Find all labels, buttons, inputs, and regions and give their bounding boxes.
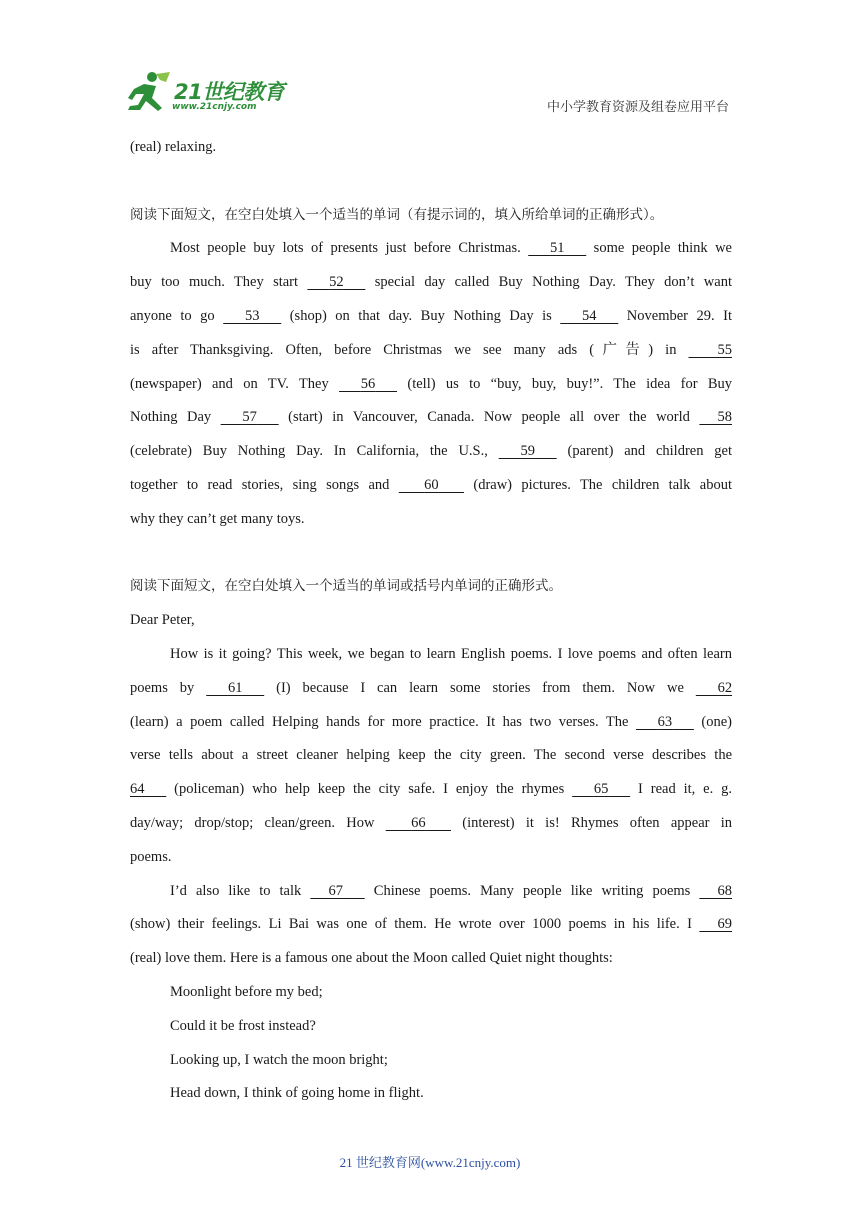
text-span: (one) — [701, 713, 732, 730]
spacer — [130, 165, 732, 199]
text-span: poems by — [130, 679, 195, 696]
passage-line — [130, 875, 732, 909]
passage-line: poems. — [130, 848, 172, 865]
logo-title: 21世纪教育 — [174, 80, 285, 104]
blank-56[interactable] — [339, 368, 397, 402]
blank-number: 65 — [593, 781, 609, 798]
text-span: I’d also like to talk — [170, 882, 302, 899]
text-span: special day called Buy Nothing Day. They don’t want — [374, 274, 732, 291]
poem-line: Looking up, I watch the moon bright; — [170, 1051, 388, 1068]
text-span: Most people buy lots of presents just before Christmas. — [170, 240, 521, 257]
text-span: (draw) pictures. The children talk about — [473, 476, 732, 493]
blank-58[interactable] — [699, 401, 732, 435]
text-span: is after Thanksgiving. Often, before Christmas we see many ads (广告) in — [130, 341, 677, 358]
blank-number: 51 — [549, 240, 565, 257]
text-span: I read it, e. g. — [638, 781, 732, 798]
text-span: (interest) it is! Rhymes often appear in — [462, 814, 733, 831]
header-platform-text: 中小学教育资源及组卷应用平台 — [546, 100, 729, 115]
passage-line: verse tells about a street cleaner helping keep the city green. The second verse describes the — [130, 747, 732, 764]
blank-number: 53 — [244, 307, 260, 324]
blank-68[interactable] — [699, 875, 732, 909]
passage-line: How is it going? This week, we began to learn English poems. I love poems and often learn — [170, 645, 732, 662]
blank-54[interactable] — [560, 300, 618, 334]
text-span: (start) in Vancouver, Canada. Now people all over the world — [288, 409, 690, 426]
blank-number: 62 — [717, 679, 733, 696]
poem-line: Head down, I think of going home in flight. — [170, 1085, 424, 1102]
passage-line: why they can’t get many toys. — [130, 510, 305, 527]
text-span: (policeman) who help keep the city safe. I enjoy the rhymes — [174, 781, 565, 798]
blank-number: 52 — [329, 274, 344, 291]
site-logo[interactable] — [122, 70, 292, 116]
blank-number: 58 — [717, 409, 733, 426]
passage-line — [130, 401, 732, 435]
spacer — [130, 537, 732, 571]
text-span: Nothing Day — [130, 409, 212, 426]
blank-52[interactable] — [307, 266, 365, 300]
text-span: buy too much. They start — [130, 274, 299, 291]
text-span: (parent) and children get — [567, 443, 733, 460]
passage-line — [130, 469, 732, 503]
passage-line — [130, 368, 732, 402]
blank-number: 67 — [328, 882, 343, 899]
text-span: (celebrate) Buy Nothing Day. In California, the U.S., — [130, 443, 488, 460]
passage-line — [130, 435, 732, 469]
poem-line: Moonlight before my bed; — [170, 983, 323, 1000]
text-span: together to read stories, sing songs and — [130, 476, 390, 493]
page-header — [0, 0, 860, 130]
text-span: (learn) a poem called Helping hands for more practice. It has two verses. The — [130, 713, 629, 730]
text-span: day/way; drop/stop; clean/green. How — [130, 814, 375, 831]
blank-60[interactable] — [399, 469, 464, 503]
blank-51[interactable] — [528, 232, 586, 266]
text-span: November 29. It — [626, 307, 733, 324]
blank-69[interactable] — [699, 908, 732, 942]
runner-logo-icon — [122, 70, 172, 116]
text-span: (show) their feelings. Li Bai was one of them. He wrote over 1000 poems in his life. I — [130, 916, 692, 933]
text-span: Chinese poems. Many people like writing poems — [373, 882, 691, 899]
blank-67[interactable] — [310, 875, 364, 909]
blank-64[interactable] — [130, 773, 166, 807]
passage-line: (real) love them. Here is a famous one about the Moon called Quiet night thoughts: — [130, 950, 613, 967]
blank-57[interactable] — [221, 401, 279, 435]
page-footer[interactable]: 21 世纪教育网(www.21cnjy.com) — [339, 1155, 521, 1170]
text-span: (shop) on that day. Buy Nothing Day is — [289, 307, 552, 324]
blank-number: 64 — [130, 781, 145, 798]
logo-url: www.21cnjy.com — [172, 102, 257, 112]
blank-number: 56 — [360, 375, 376, 392]
blank-61[interactable] — [206, 672, 264, 706]
blank-number: 69 — [717, 916, 732, 933]
text-span: (tell) us to “buy, buy, buy!”. The idea for Buy — [407, 375, 733, 392]
passage-line — [130, 773, 732, 807]
blank-number: 61 — [227, 679, 243, 696]
text-span: anyone to go — [130, 307, 215, 324]
passage-line — [130, 672, 732, 706]
blank-number: 54 — [582, 307, 597, 324]
blank-number: 60 — [424, 476, 439, 493]
blank-number: 68 — [717, 882, 732, 899]
letter-greeting: Dear Peter, — [130, 612, 195, 629]
blank-65[interactable] — [572, 773, 630, 807]
blank-number: 57 — [242, 409, 257, 426]
blank-number: 59 — [520, 443, 535, 460]
passage-line — [130, 807, 732, 841]
text-line: (real) relaxing. — [130, 139, 217, 155]
passage-line — [130, 300, 732, 334]
passage-line — [130, 908, 732, 942]
section-instruction: 阅读下面短文，在空白处填入一个适当的单词（有提示词的，填入所给单词的正确形式）。 — [130, 206, 664, 223]
blank-number: 66 — [411, 814, 426, 831]
blank-63[interactable] — [636, 706, 694, 740]
blank-55[interactable] — [689, 334, 733, 368]
blank-59[interactable] — [499, 435, 557, 469]
text-span: (newspaper) and on TV. They — [130, 375, 329, 392]
text-span: (I) because I can learn some stories from them. Now we — [276, 679, 684, 696]
document-body — [130, 131, 732, 1111]
text-span: some people think we — [593, 240, 732, 257]
passage-line — [130, 266, 732, 300]
passage-line — [130, 706, 732, 740]
blank-66[interactable] — [386, 807, 451, 841]
blank-number: 63 — [657, 713, 673, 730]
passage-line — [130, 334, 732, 368]
blank-number: 55 — [717, 341, 732, 358]
blank-62[interactable] — [696, 672, 732, 706]
blank-53[interactable] — [223, 300, 281, 334]
section-instruction: 阅读下面短文，在空白处填入一个适当的单词或括号内单词的正确形式。 — [130, 578, 562, 595]
passage-line — [130, 232, 732, 266]
poem-line: Could it be frost instead? — [170, 1017, 316, 1034]
